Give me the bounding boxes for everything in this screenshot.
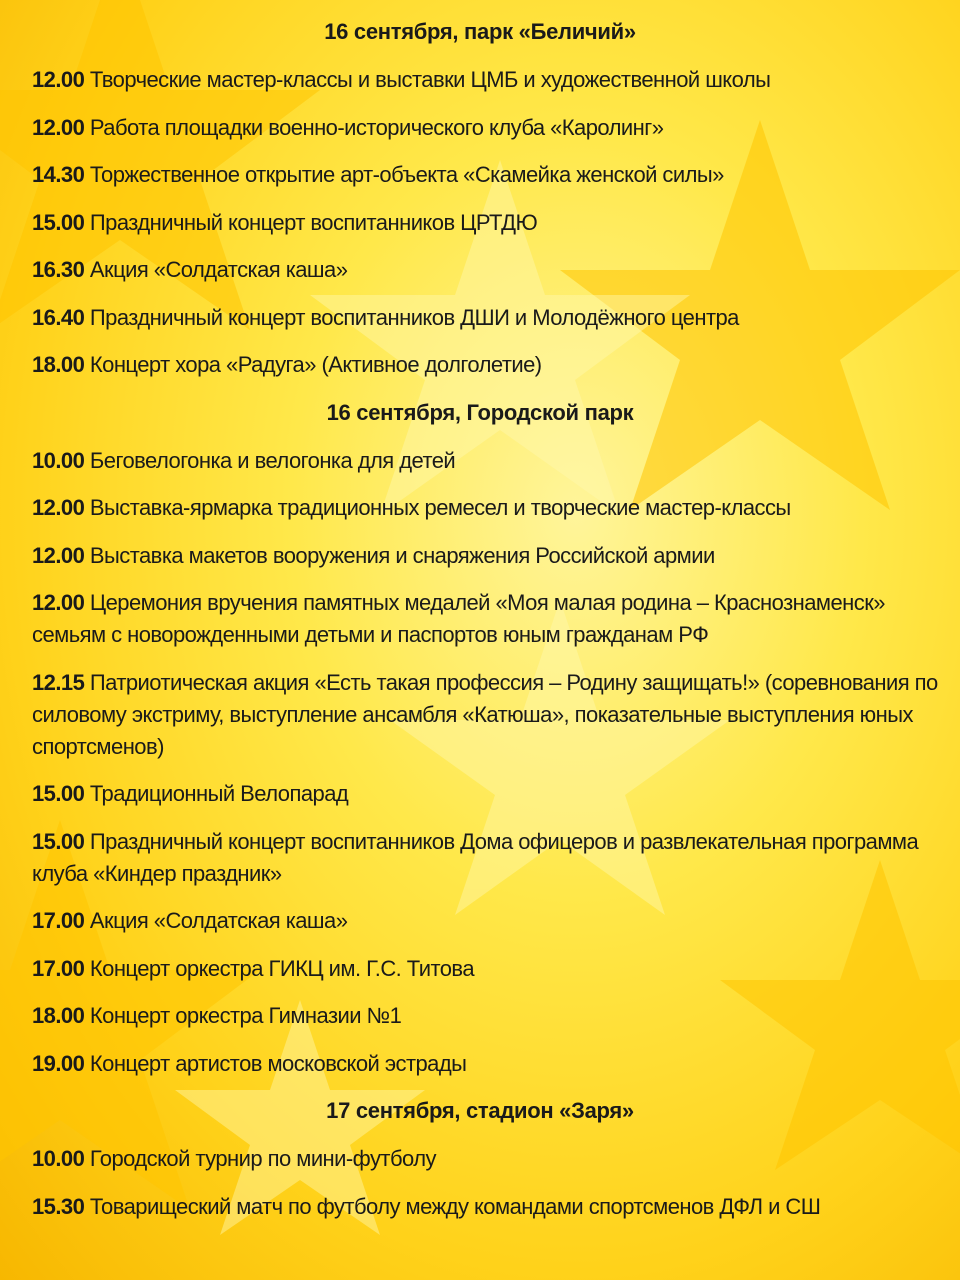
event-description: Концерт оркестра ГИКЦ им. Г.С. Титова bbox=[89, 955, 475, 981]
schedule-item bbox=[32, 112, 942, 144]
event-time: 12.00 bbox=[32, 114, 85, 140]
event-description: Концерт оркестра Гимназии №1 bbox=[89, 1003, 402, 1028]
event-time: 15.00 bbox=[32, 209, 85, 235]
schedule-item bbox=[32, 1143, 942, 1175]
event-time: 16.40 bbox=[32, 304, 85, 330]
event-description: Выставка-ярмарка традиционных ремесел и творческие мастер-классы bbox=[89, 495, 791, 520]
schedule-item bbox=[32, 826, 942, 890]
event-time: 14.30 bbox=[32, 162, 85, 187]
event-description: Беговелогонка и велогонка для детей bbox=[89, 447, 456, 473]
schedule-item bbox=[32, 254, 942, 286]
event-description: Выставка макетов вооружения и снаряжения Российской армии bbox=[89, 542, 715, 568]
event-time: 15.00 bbox=[32, 781, 85, 806]
schedule-item bbox=[32, 667, 942, 763]
event-time: 19.00 bbox=[32, 1050, 85, 1076]
schedule-item bbox=[32, 778, 942, 810]
schedule-item bbox=[32, 587, 942, 651]
event-description: Торжественное открытие арт-объекта «Скамейка женской силы» bbox=[89, 162, 724, 187]
event-time: 16.30 bbox=[32, 257, 85, 282]
schedule-item bbox=[32, 207, 942, 239]
schedule-item bbox=[32, 1191, 942, 1223]
event-description: Акция «Солдатская каша» bbox=[89, 257, 348, 282]
schedule-item bbox=[32, 540, 942, 572]
section-heading: 16 сентября, Городской парк bbox=[326, 399, 634, 425]
event-time: 12.00 bbox=[32, 67, 85, 92]
schedule-item bbox=[32, 445, 942, 477]
event-description: Работа площадки военно-исторического клуба «Каролинг» bbox=[89, 114, 664, 140]
event-time: 10.00 bbox=[32, 447, 85, 473]
schedule-item bbox=[32, 953, 942, 985]
event-description: Традиционный Велопарад bbox=[89, 781, 349, 806]
schedule-item bbox=[32, 64, 942, 96]
schedule-item bbox=[32, 349, 942, 381]
event-time: 12.15 bbox=[32, 669, 85, 695]
event-description: Концерт хора «Радуга» (Активное долголетие) bbox=[89, 352, 542, 377]
event-time: 15.00 bbox=[32, 828, 85, 854]
event-time: 10.00 bbox=[32, 1146, 85, 1171]
event-description: Праздничный концерт воспитанников ЦРТДЮ bbox=[89, 209, 538, 235]
section-heading: 16 сентября, парк «Беличий» bbox=[324, 19, 636, 44]
event-description: Церемония вручения памятных медалей «Моя малая родина – Краснознаменск» семьям с новорожденными детьми и паспортов юным гражданам РФ bbox=[32, 590, 885, 647]
event-description: Товарищеский матч по футболу между командами спортсменов ДФЛ и СШ bbox=[89, 1193, 821, 1219]
event-time: 18.00 bbox=[32, 352, 85, 377]
schedule-item bbox=[32, 905, 942, 937]
schedule-item bbox=[32, 1048, 942, 1080]
event-description: Акция «Солдатская каша» bbox=[89, 908, 348, 933]
schedule-item bbox=[32, 492, 942, 524]
event-description: Концерт артистов московской эстрады bbox=[89, 1050, 467, 1076]
event-time: 15.30 bbox=[32, 1193, 85, 1219]
event-description: Городской турнир по мини-футболу bbox=[89, 1146, 436, 1171]
event-description: Праздничный концерт воспитанников Дома офицеров и развлекательная программа клуба «Киндер праздник» bbox=[32, 828, 919, 886]
event-time: 18.00 bbox=[32, 1003, 85, 1028]
event-time: 17.00 bbox=[32, 908, 85, 933]
event-description: Праздничный концерт воспитанников ДШИ и Молодёжного центра bbox=[89, 304, 739, 330]
schedule-item bbox=[32, 302, 942, 334]
event-time: 17.00 bbox=[32, 955, 85, 981]
event-time: 12.00 bbox=[32, 590, 85, 615]
schedule-item bbox=[32, 159, 942, 191]
event-time: 12.00 bbox=[32, 542, 85, 568]
schedule-item bbox=[32, 1000, 942, 1032]
section-heading: 17 сентября, стадион «Заря» bbox=[326, 1098, 634, 1123]
event-time: 12.00 bbox=[32, 495, 85, 520]
event-description: Патриотическая акция «Есть такая профессия – Родину защищать!» (соревнования по силовому экстриму, выступление ансамбля «Катюша», показательные выступления юных спортсменов) bbox=[32, 669, 938, 759]
event-description: Творческие мастер-классы и выставки ЦМБ и художественной школы bbox=[89, 67, 771, 92]
